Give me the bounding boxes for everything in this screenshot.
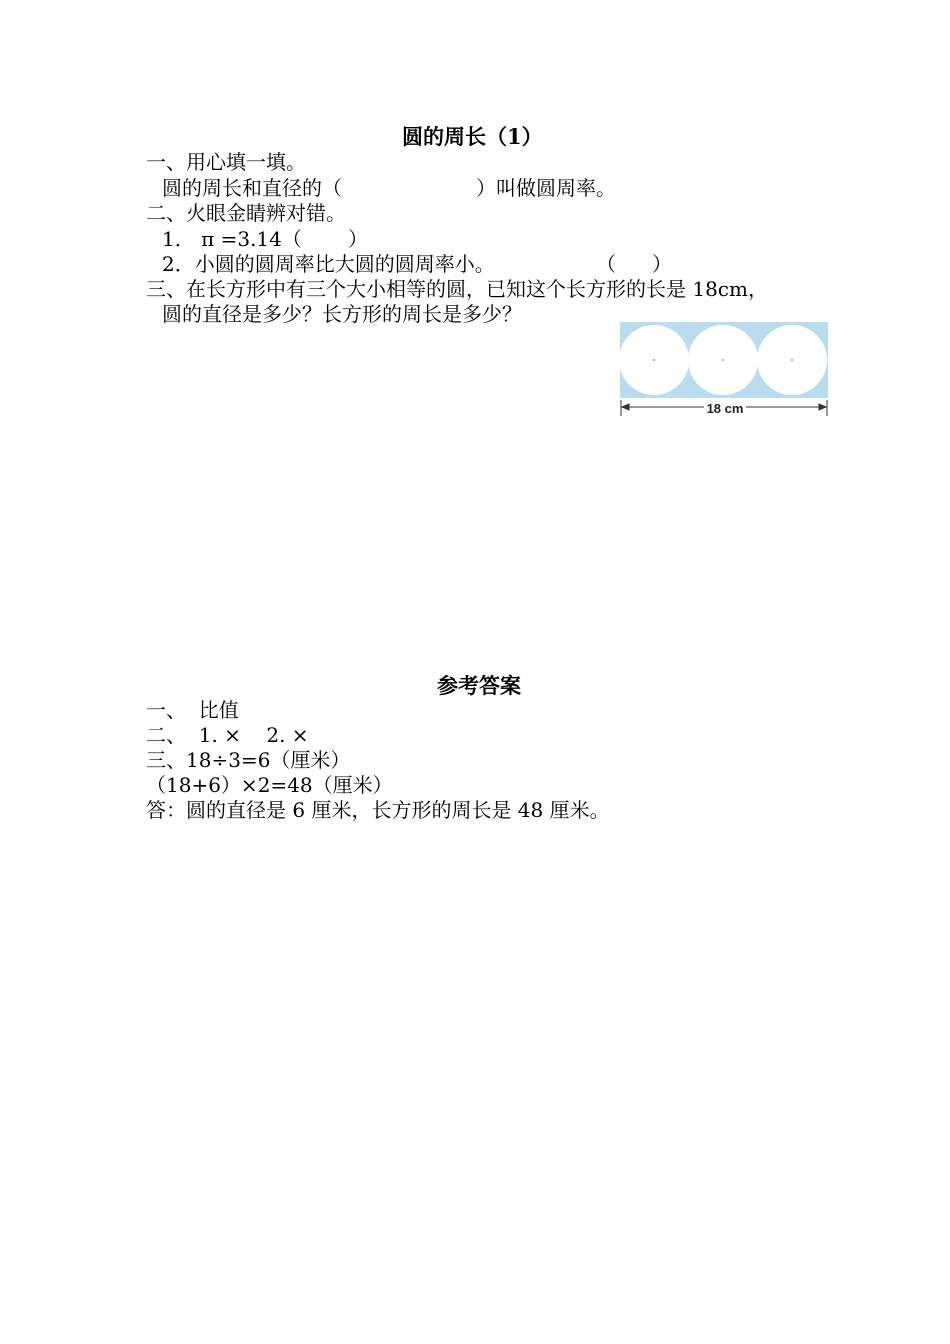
section1-question-after: ）叫做圆周率。 (476, 176, 616, 200)
section2-question-1-close: ） (348, 227, 368, 251)
arrow-left-icon (622, 404, 629, 410)
arrow-right-icon (819, 404, 826, 410)
section1-heading: 一、用心填一填。 (146, 150, 306, 174)
section2-heading: 二、火眼金睛辨对错。 (146, 201, 346, 225)
answer-title: 参考答案 (437, 673, 521, 698)
circle-2-center (722, 359, 724, 361)
section2-question-2-open: （ (596, 252, 616, 276)
section1-question-before: 圆的周长和直径的（ (162, 176, 342, 200)
section2-question-1: 1． π =3.14（ (162, 227, 302, 251)
section2-question-2-close: ） (652, 252, 672, 276)
rectangle-circles-figure (618, 320, 830, 418)
page-title: 圆的周长（1） (402, 124, 543, 149)
answer-3-line-2: （18+6）×2=48（厘米） (146, 773, 393, 797)
section3-line-1: 三、在长方形中有三个大小相等的圆，已知这个长方形的长是 18cm， (146, 277, 768, 301)
answer-3-line-3: 答：圆的直径是 6 厘米，长方形的周长是 48 厘米。 (146, 798, 610, 822)
circle-1-center (653, 359, 655, 361)
circles-group (620, 326, 827, 395)
section2-question-2: 2．小圆的圆周率比大圆的圆周率小。 (162, 252, 495, 276)
answer-1: 一、 比值 (146, 698, 239, 722)
circle-3-center (791, 359, 793, 361)
dimension-label: 18 cm (706, 401, 744, 416)
answer-3-line-1: 三、18÷3=6（厘米） (146, 748, 351, 772)
answer-2: 二、 1. × 2. × (146, 723, 309, 747)
section3-line-2: 圆的直径是多少？长方形的周长是多少？ (162, 302, 522, 326)
